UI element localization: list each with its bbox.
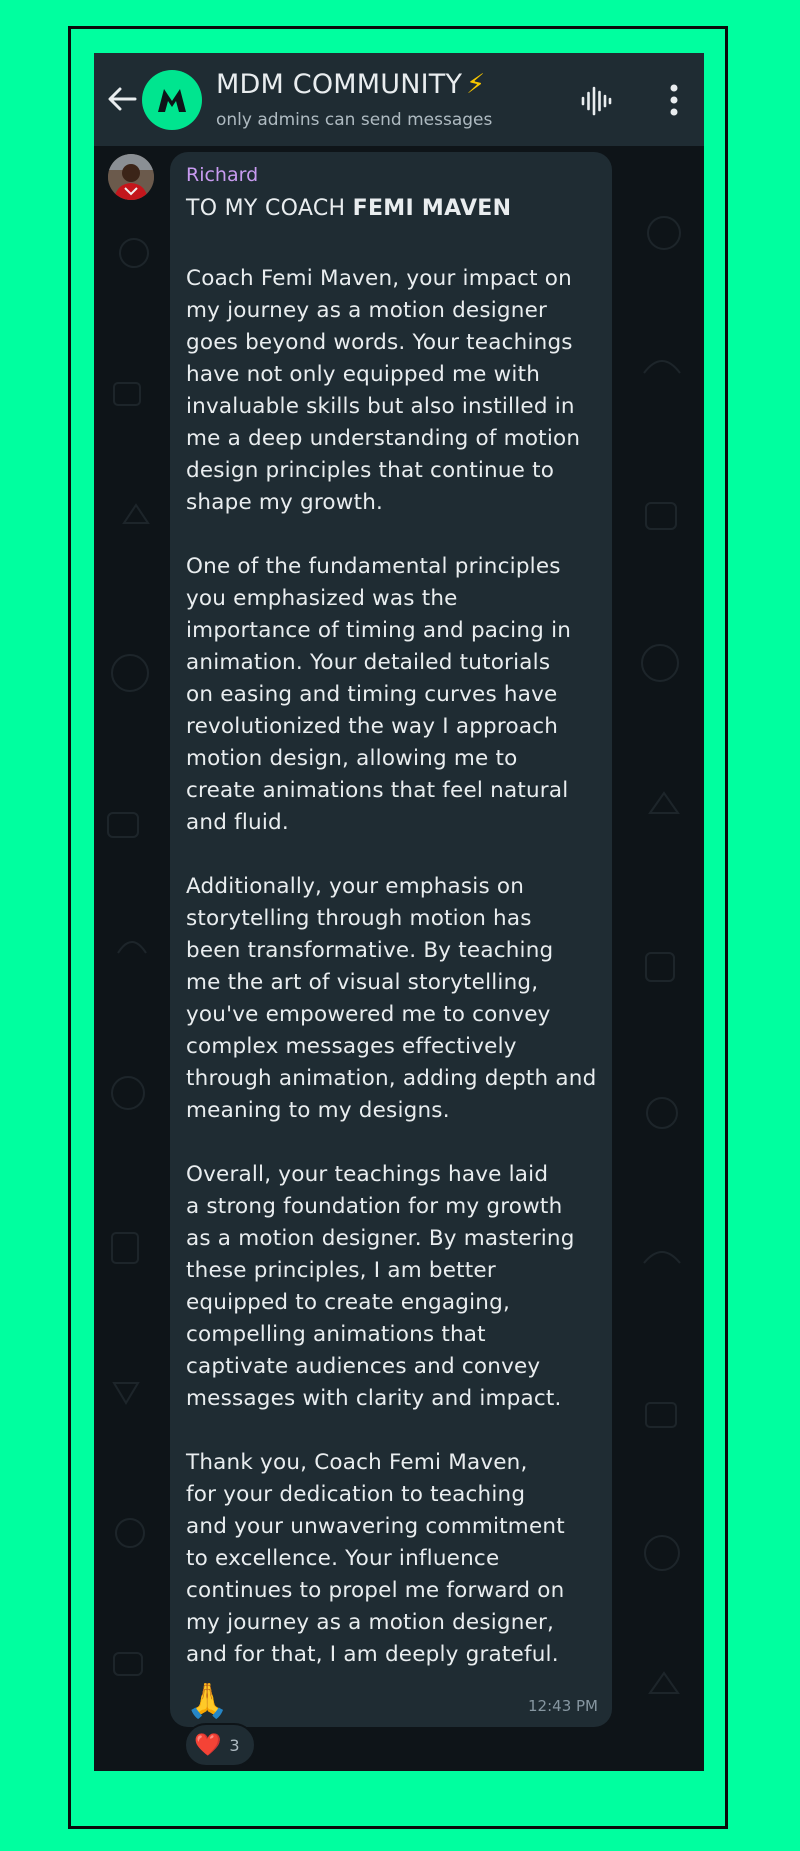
pray-emoji: 🙏 [186,1681,229,1721]
message-line: revolutionized the way I approach [186,714,559,739]
more-vert-icon [662,81,686,119]
message-line: animation. Your detailed tutorials [186,650,551,675]
reaction-chip[interactable] [184,1723,256,1767]
message-line: and your unwavering commitment [186,1514,565,1539]
message-line: my journey as a motion designer [186,298,548,323]
message-line: Coach Femi Maven, your impact on [186,266,572,291]
message-line: have not only equipped me with [186,362,541,387]
message-line: on easing and timing curves have [186,682,558,707]
message-line: messages with clarity and impact. [186,1386,562,1411]
message-body [186,263,606,1721]
message-line: motion design, allowing me to [186,746,518,771]
message-line: create animations that feel natural [186,778,569,803]
message-line: a strong foundation for my growth [186,1194,563,1219]
message-line: continues to propel me forward on [186,1578,565,1603]
message-line: meaning to my designs. [186,1098,450,1123]
message-line: through animation, adding depth and [186,1066,597,1091]
message-paragraph [186,1159,606,1415]
message-line: you emphasized was the [186,586,458,611]
message-line: these principles, I am better [186,1258,496,1283]
message-line: compelling animations that [186,1322,486,1347]
message-line: been transformative. By teaching [186,938,554,963]
message-title [186,196,511,221]
sender-name[interactable]: Richard [186,164,259,186]
message-line: as a motion designer. By mastering [186,1226,575,1251]
message-paragraph [186,1447,606,1671]
group-logo-icon [155,85,189,115]
message-line: to excellence. Your influence [186,1546,500,1571]
message-paragraph [186,871,606,1127]
message-line: Additionally, your emphasis on [186,874,525,899]
reaction-count: 3 [229,1735,240,1755]
message-paragraph [186,551,606,839]
message-line: for your dedication to teaching [186,1482,526,1507]
message-line: me the art of visual storytelling, [186,970,539,995]
message-line: me a deep understanding of motion [186,426,581,451]
back-button[interactable] [102,77,142,121]
message-line: and for that, I am deeply grateful. [186,1642,559,1667]
message-title-prefix: TO MY COACH [186,196,353,221]
message-bubble[interactable] [170,152,612,1727]
more-options-button[interactable] [662,81,686,119]
chat-header [94,53,704,146]
message-line: and fluid. [186,810,289,835]
group-title-text: MDM COMMUNITY [216,69,463,100]
arrow-left-icon [107,86,137,112]
audio-wave-icon [578,83,614,119]
message-line: Thank you, Coach Femi Maven, [186,1450,528,1475]
sender-photo [108,154,154,200]
group-avatar[interactable] [142,70,202,130]
heart-emoji: ❤️ [194,1732,222,1758]
voice-chat-button[interactable] [578,83,614,119]
message-time: 12:43 PM [528,1697,598,1715]
message-line: you've empowered me to convey [186,1002,551,1027]
message-line: goes beyond words. Your teachings [186,330,573,355]
chat-screen [94,53,704,1771]
message-line: One of the fundamental principles [186,554,561,579]
message-paragraph [186,263,606,519]
message-line: invaluable skills but also instilled in [186,394,575,419]
message-line: design principles that continue to [186,458,555,483]
sender-avatar[interactable] [108,154,154,200]
group-title[interactable] [216,69,485,100]
message-line: storytelling through motion has [186,906,532,931]
group-subtitle: only admins can send messages [216,110,493,130]
message-line: complex messages effectively [186,1034,517,1059]
message-line: equipped to create engaging, [186,1290,510,1315]
message-line: captivate audiences and convey [186,1354,541,1379]
message-line: shape my growth. [186,490,384,515]
message-line: Overall, your teachings have laid [186,1162,549,1187]
message-line: my journey as a motion designer, [186,1610,555,1635]
message-title-name: FEMI MAVEN [352,196,512,221]
message-line: importance of timing and pacing in [186,618,572,643]
lightning-emoji: ⚡ [466,69,486,100]
